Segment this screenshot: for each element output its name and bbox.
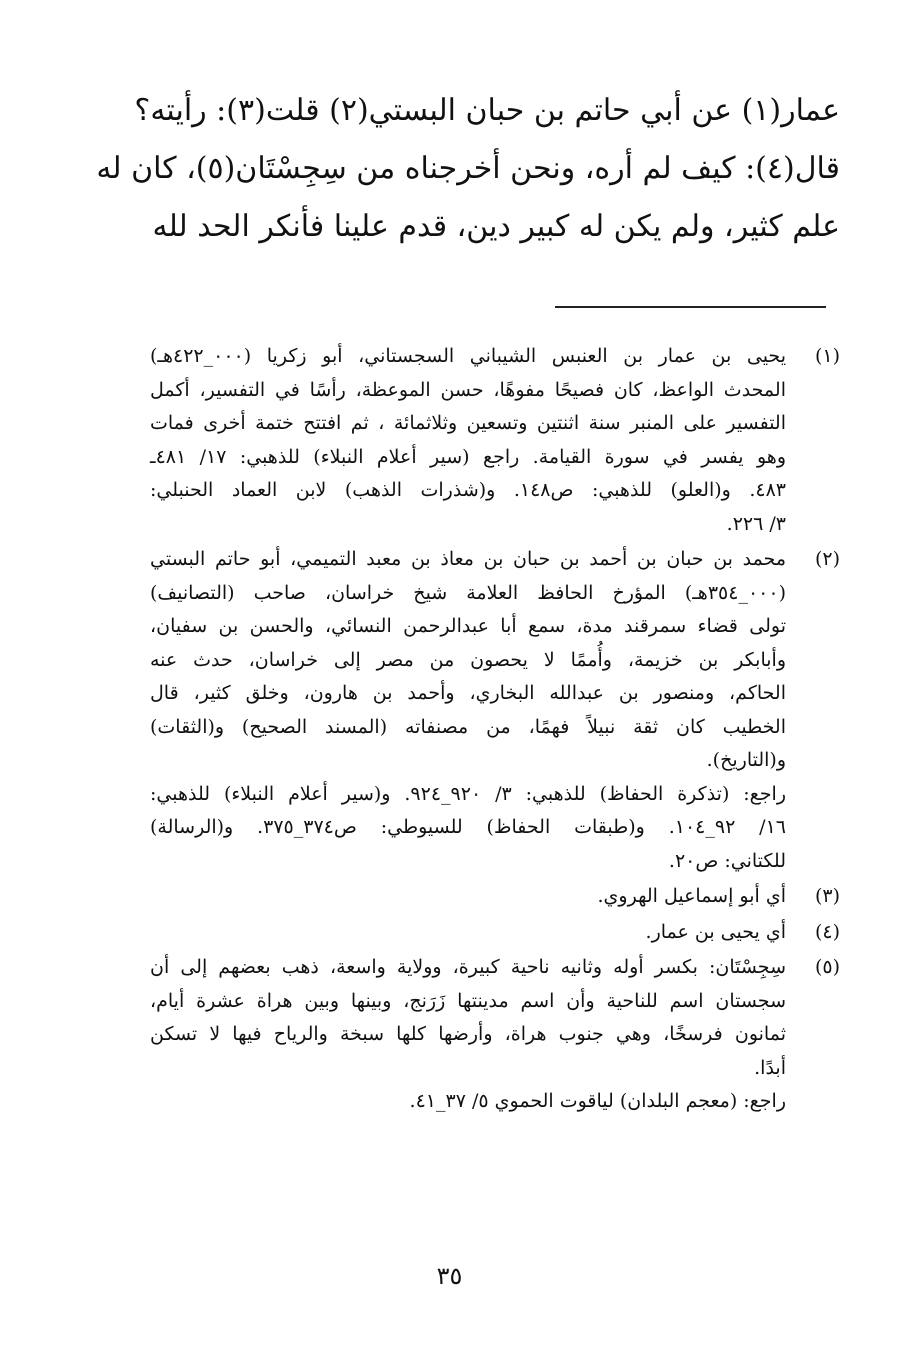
footnote-number: (٥)	[814, 956, 840, 978]
footnote-1	[150, 340, 840, 541]
footnote-3	[150, 880, 840, 914]
footnote-body	[150, 916, 786, 950]
footnote-body	[150, 543, 786, 878]
footnote-body	[150, 951, 786, 1119]
footnote-line: الحاكم، ومنصور بن عبدالله البخاري، وأحمد بن هارون، وخلق كثير، قال	[150, 682, 786, 704]
footnote-line: التفسير على المنبر سنة اثنتين وتسعين وثلاثمائة ، ثم افتتح ختمة أخرى فمات	[150, 412, 786, 434]
footnote-reference-line: راجع: (معجم البلدان) لياقوت الحموي ٥/ ٣٧_٤١.	[409, 1090, 786, 1112]
footnote-line: وهو يفسر في سورة القيامة. راجع (سير أعلام النبلاء) للذهبي: ١٧/ ٤٨١ـ	[150, 445, 786, 468]
footnote-line: أبدًا.	[754, 1056, 786, 1079]
footnote-line: أي أبو إسماعيل الهروي.	[597, 885, 786, 907]
main-text	[96, 82, 840, 256]
footnote-5	[150, 951, 840, 1119]
main-text-line: علم كثير، ولم يكن له كبير دين، قدم علينا فأنكر الحد لله	[152, 209, 840, 244]
main-text-line: عمار(١) عن أبي حاتم بن حبان البستي(٢) قلت(٣): رأيته؟	[134, 93, 840, 128]
footnote-line: المحدث الواعظ، كان فصيحًا مفوهًا، حسن الموعظة، رأسًا في التفسير، أكمل	[150, 378, 786, 401]
footnote-4	[150, 916, 840, 950]
footnote-number: (٣)	[814, 885, 840, 907]
footnote-number: (٢)	[814, 548, 840, 570]
footnote-line: تولى قضاء سمرقند مدة، سمع أبا عبدالرحمن النسائي، والحسن بن سفيان،	[150, 615, 786, 637]
footnote-line: سجستان اسم للناحية وأن اسم مدينتها زَرَنج، وبينها وبين هراة عشرة أيام،	[150, 989, 786, 1012]
footnote-separator	[555, 306, 826, 308]
footnote-line: ٤٨٣. و(العلو) للذهبي: ص١٤٨. و(شذرات الذهب) لابن العماد الحنبلي:	[150, 479, 786, 501]
page-number: ٣٥	[436, 1262, 463, 1290]
footnote-body	[150, 340, 786, 541]
footnote-line: سِجِسْتَان: بكسر أوله وثانيه ناحية كبيرة، وولاية واسعة، ذهب بعضهم إلى أن	[150, 956, 786, 978]
footnote-number: (٤)	[814, 920, 840, 943]
footnote-line: محمد بن حبان بن أحمد بن حبان بن معاذ بن معبد التميمي، أبو حاتم البستي	[150, 548, 786, 570]
footnote-line: وأبابكر بن خزيمة، وأُممًا لا يحصون من مصر إلى خراسان، حدث عنه	[150, 648, 786, 671]
footnote-reference-line: ١٦/ ٩٢_١٠٤. و(طبقات الحفاظ) للسيوطي: ص٣٧٤_٣٧٥. و(الرسالة)	[150, 816, 786, 838]
footnote-line: و(التاريخ).	[706, 749, 786, 771]
footnotes	[150, 340, 840, 1121]
footnote-line: الخطيب كان ثقة نبيلاً فهمًا، من مصنفاته (المسند الصحيح) و(الثقات)	[150, 715, 786, 738]
footnote-reference-line: للكتاني: ص٢٠.	[668, 849, 786, 872]
footnote-reference-line: راجع: (تذكرة الحفاظ) للذهبي: ٣/ ٩٢٠_٩٢٤. و(سير أعلام النبلاء) للذهبي:	[150, 782, 786, 805]
main-text-line: قال(٤): كيف لم أره، ونحن أخرجناه من سِجِسْتَان(٥)، كان له	[96, 151, 840, 186]
footnote-line: أي يحيى بن عمار.	[645, 920, 786, 943]
footnote-2	[150, 543, 840, 878]
footnote-body	[150, 880, 786, 914]
footnote-line: (٠٠٠_٣٥٤هـ) المؤرخ الحافظ العلامة شيخ خراسان، صاحب (التصانيف)	[150, 581, 786, 604]
footnote-line: ٣/ ٢٢٦.	[726, 512, 786, 535]
footnote-line: يحيى بن عمار بن العنبس الشيباني السجستاني، أبو زكريا (٠٠٠_٤٢٢هـ)	[150, 345, 786, 367]
footnote-line: ثمانون فرسخًا، وهي جنوب هراة، وأرضها كلها سبخة والرياح فيها لا تسكن	[150, 1023, 786, 1045]
footnote-number: (١)	[814, 345, 840, 367]
